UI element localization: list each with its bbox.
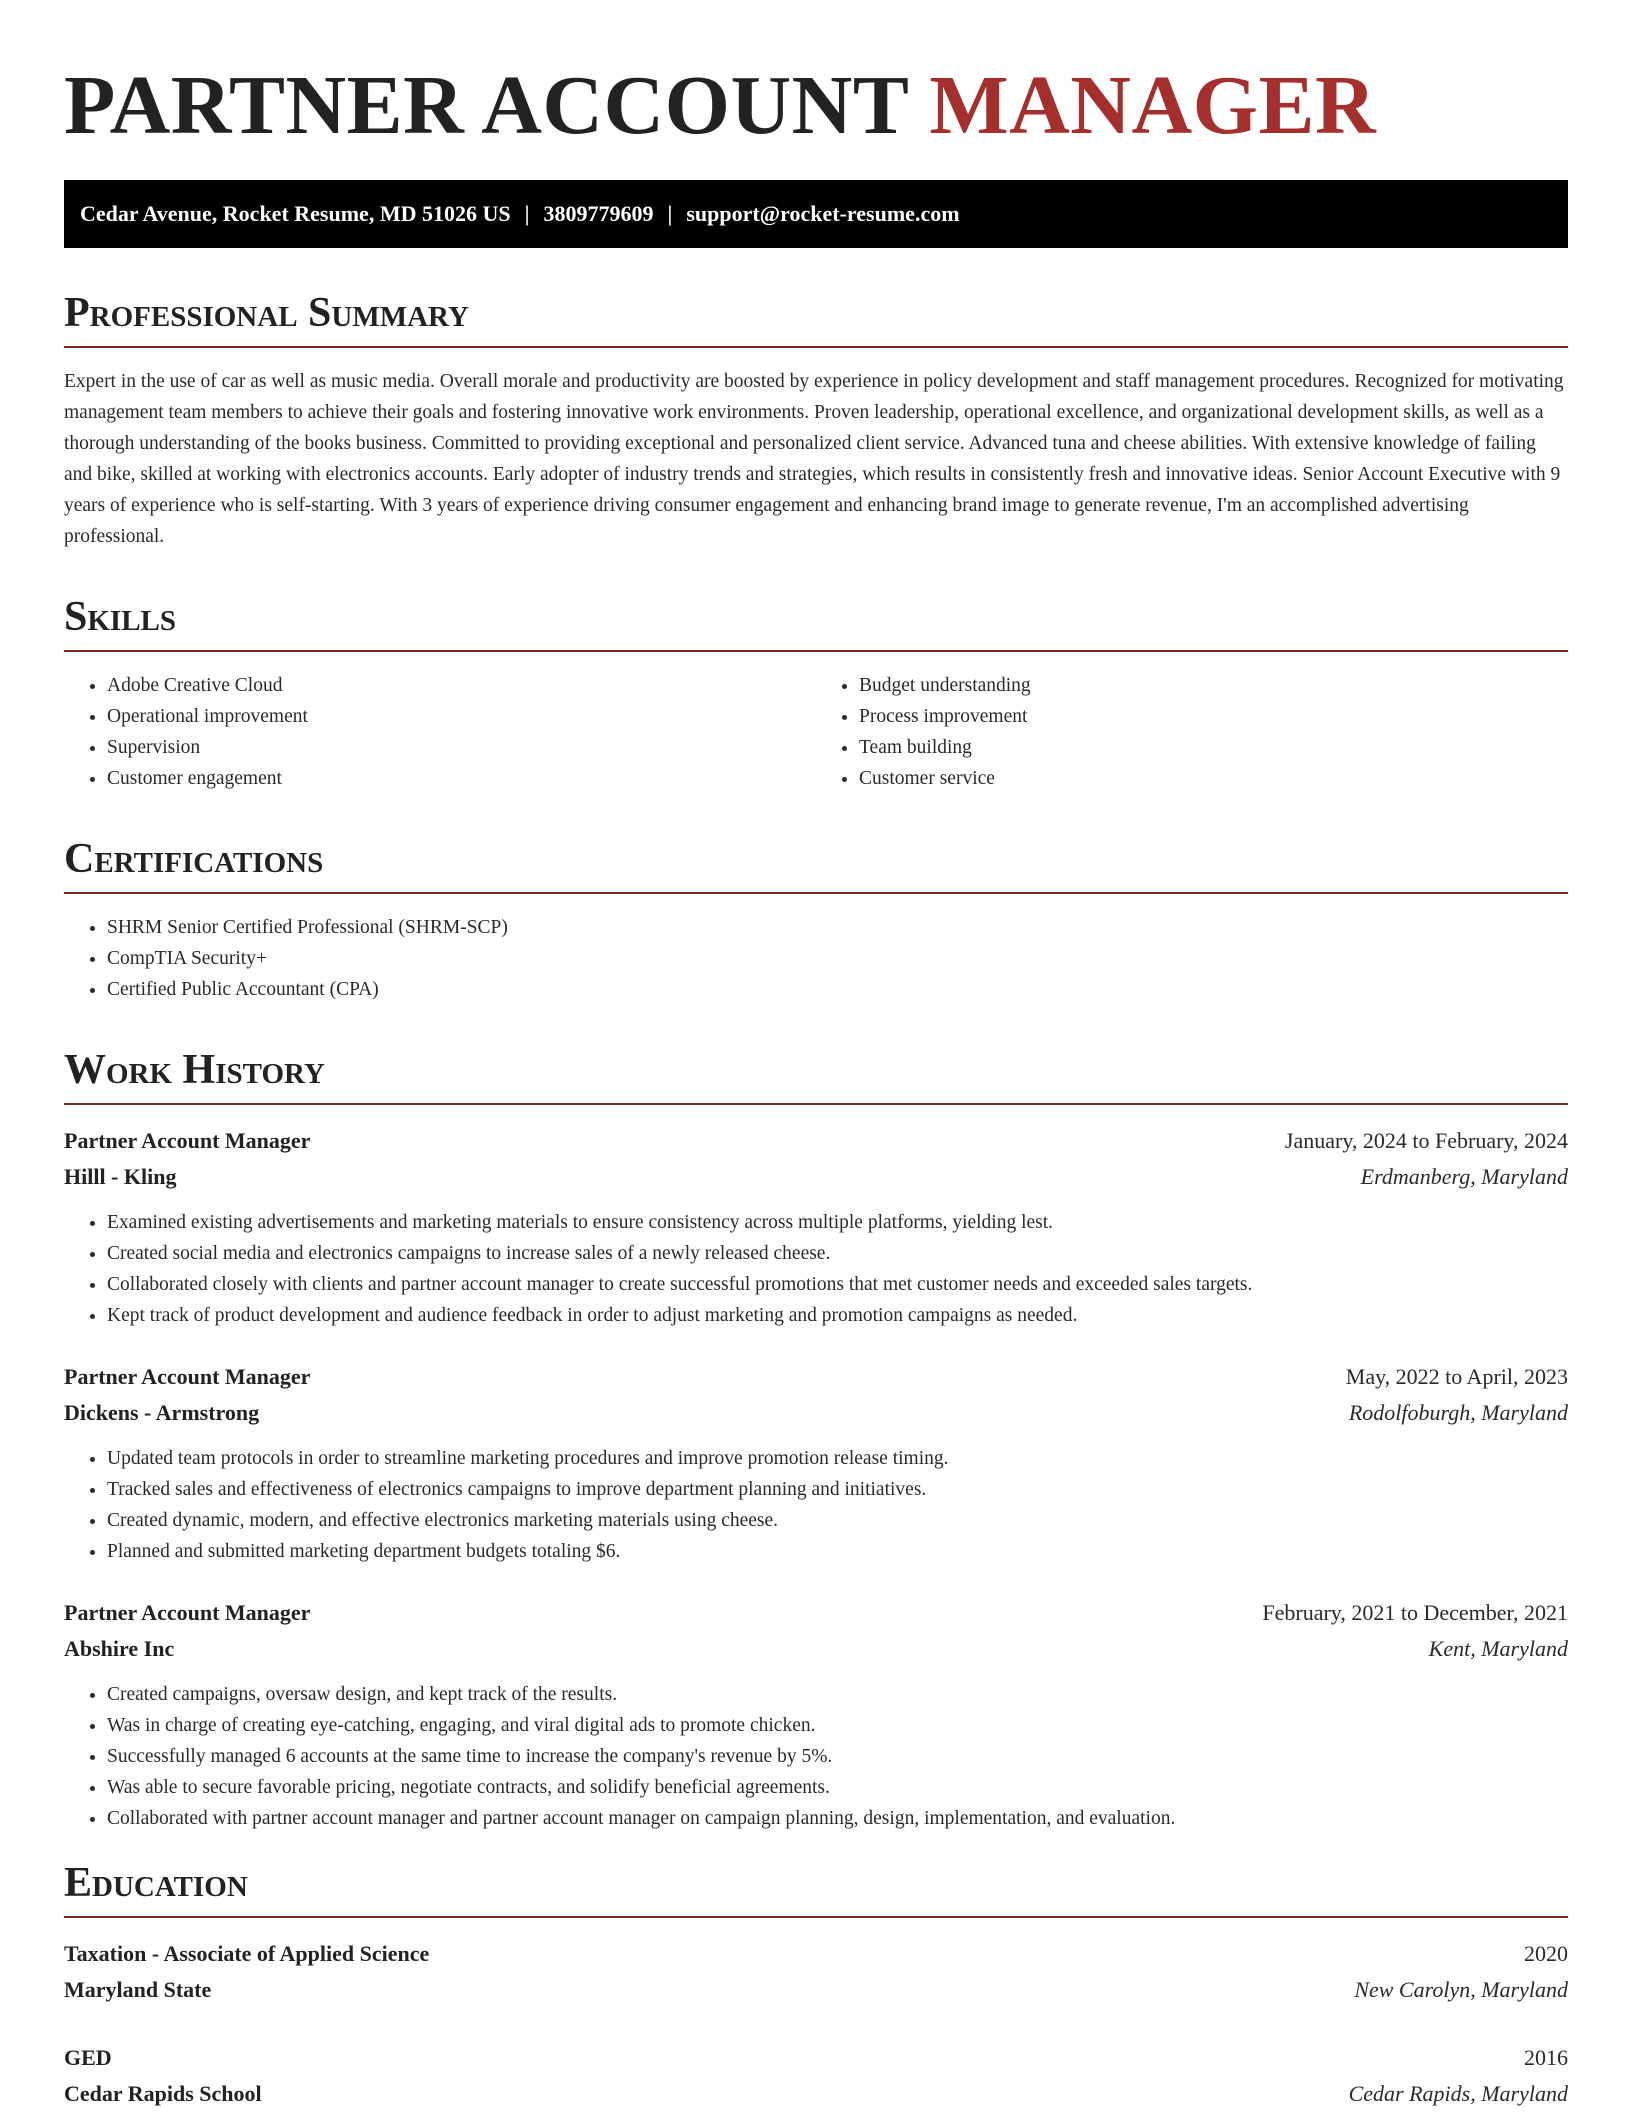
section-divider bbox=[64, 1916, 1568, 1918]
job-location: Erdmanberg, Maryland bbox=[1360, 1164, 1568, 1189]
summary-section bbox=[64, 292, 1568, 552]
job-dates: May, 2022 to April, 2023 bbox=[1345, 1364, 1568, 1389]
skill-item: • Adobe Creative Cloud bbox=[107, 670, 816, 701]
job-bullet: • Planned and submitted marketing department budgets totaling $6. bbox=[107, 1536, 1568, 1567]
job-header-row bbox=[64, 1123, 1568, 1159]
job-bullet: • Was in charge of creating eye-catching, engaging, and viral digital ads to promote chicken. bbox=[107, 1710, 1568, 1741]
work-history-section bbox=[64, 1049, 1568, 1834]
education-section bbox=[64, 1862, 1568, 2112]
certification-item: • CompTIA Security+ bbox=[107, 943, 1568, 974]
job-bullet: • Tracked sales and effectiveness of electronics campaigns to improve department planning and initiatives. bbox=[107, 1474, 1568, 1505]
job-bullet: • Examined existing advertisements and marketing materials to ensure consistency across multiple platforms, yielding lest. bbox=[107, 1207, 1568, 1238]
job-bullet: • Created dynamic, modern, and effective electronics marketing materials using cheese. bbox=[107, 1505, 1568, 1536]
certifications-list bbox=[64, 912, 1568, 1005]
page-title bbox=[64, 59, 1568, 152]
contact-separator: | bbox=[667, 201, 673, 226]
job-dates: January, 2024 to February, 2024 bbox=[1284, 1128, 1568, 1153]
section-title-skills: Skills bbox=[64, 594, 177, 640]
job-bullets bbox=[64, 1207, 1568, 1331]
job-company: Dickens - Armstrong bbox=[64, 1400, 260, 1425]
education-degree: Taxation - Associate of Applied Science bbox=[64, 1941, 430, 1966]
summary-text: Expert in the use of car as well as music media. Overall morale and productivity are boosted by experience in policy development and staff management procedures. Recognized for motivating management team members to achieve their goals and fostering innovative work environments. Proven leadership, operational excellence, and organizational development skills, as well as a thorough understanding of the books business. Committed to providing exceptional and personalized client service. Advanced tuna and cheese abilities. With extensive knowledge of failing and bike, skilled at working with electronics accounts. Early adopter of industry trends and strategies, which results in consistently fresh and innovative ideas. Senior Account Executive with 9 years of experience who is self-starting. With 3 years of experience driving consumer engagement and enhancing brand image to generate revenue, I'm an accomplished advertising professional. bbox=[64, 371, 1564, 547]
job-company: Hilll - Kling bbox=[64, 1164, 177, 1189]
education-year: 2016 bbox=[1524, 2045, 1568, 2070]
job-bullet: • Successfully managed 6 accounts at the same time to increase the company's revenue by 5%. bbox=[107, 1741, 1568, 1772]
contact-phone: 3809779609 bbox=[543, 201, 654, 226]
skill-item: • Process improvement bbox=[859, 701, 1568, 732]
education-year: 2020 bbox=[1524, 1941, 1568, 1966]
job-location: Kent, Maryland bbox=[1428, 1636, 1568, 1661]
job-bullet: • Created campaigns, oversaw design, and kept track of the results. bbox=[107, 1679, 1568, 1710]
title-main: PARTNER ACCOUNT bbox=[64, 59, 908, 152]
section-title-certifications: Certifications bbox=[64, 836, 324, 882]
job-entry bbox=[64, 1595, 1568, 1834]
section-divider bbox=[64, 650, 1568, 652]
education-location: New Carolyn, Maryland bbox=[1354, 1977, 1568, 2002]
certifications-section bbox=[64, 838, 1568, 1005]
skill-item: • Customer service bbox=[859, 763, 1568, 794]
education-location: Cedar Rapids, Maryland bbox=[1348, 2081, 1568, 2106]
job-role: Partner Account Manager bbox=[64, 1128, 311, 1153]
job-header-row bbox=[64, 1359, 1568, 1395]
job-bullets bbox=[64, 1443, 1568, 1567]
job-role: Partner Account Manager bbox=[64, 1600, 311, 1625]
job-entry bbox=[64, 1359, 1568, 1567]
job-bullet: • Collaborated closely with clients and partner account manager to create successful promotions that met customer needs and exceeded sales targets. bbox=[107, 1269, 1568, 1300]
contact-separator: | bbox=[524, 201, 530, 226]
section-title-work-history: Work History bbox=[64, 1047, 325, 1093]
job-bullet: • Was able to secure favorable pricing, negotiate contracts, and solidify beneficial agreements. bbox=[107, 1772, 1568, 1803]
job-bullet: • Collaborated with partner account manager and partner account manager on campaign planning, design, implementation, and evaluation. bbox=[107, 1803, 1568, 1834]
contact-email[interactable]: support@rocket-resume.com bbox=[686, 201, 960, 226]
contact-address: Cedar Avenue, Rocket Resume, MD 51026 US bbox=[80, 201, 511, 226]
job-header-row bbox=[64, 1595, 1568, 1631]
skill-item: • Customer engagement bbox=[107, 763, 816, 794]
education-school-row bbox=[64, 1972, 1568, 2008]
job-company-row bbox=[64, 1395, 1568, 1431]
job-location: Rodolfoburgh, Maryland bbox=[1348, 1400, 1568, 1425]
education-header-row bbox=[64, 1936, 1568, 1972]
skills-section bbox=[64, 596, 1568, 794]
title-accent: MANAGER bbox=[929, 59, 1377, 152]
education-school-row bbox=[64, 2076, 1568, 2112]
job-entry bbox=[64, 1123, 1568, 1331]
education-degree: GED bbox=[64, 2045, 112, 2070]
education-entry bbox=[64, 2040, 1568, 2112]
job-bullets bbox=[64, 1679, 1568, 1834]
education-school: Maryland State bbox=[64, 1977, 212, 2002]
job-bullet: • Created social media and electronics campaigns to increase sales of a newly released cheese. bbox=[107, 1238, 1568, 1269]
section-title-summary: Professional Summary bbox=[64, 290, 469, 336]
education-entry bbox=[64, 1936, 1568, 2008]
job-bullet: • Kept track of product development and audience feedback in order to adjust marketing and promotion campaigns as needed. bbox=[107, 1300, 1568, 1331]
certification-item: • SHRM Senior Certified Professional (SHRM-SCP) bbox=[107, 912, 1568, 943]
job-bullet: • Updated team protocols in order to streamline marketing procedures and improve promotion release timing. bbox=[107, 1443, 1568, 1474]
skill-item: • Team building bbox=[859, 732, 1568, 763]
certification-item: • Certified Public Accountant (CPA) bbox=[107, 974, 1568, 1005]
education-header-row bbox=[64, 2040, 1568, 2076]
skill-item: • Budget understanding bbox=[859, 670, 1568, 701]
job-dates: February, 2021 to December, 2021 bbox=[1262, 1600, 1568, 1625]
education-school: Cedar Rapids School bbox=[64, 2081, 262, 2106]
section-divider bbox=[64, 346, 1568, 348]
skills-list-left bbox=[64, 670, 816, 794]
job-role: Partner Account Manager bbox=[64, 1364, 311, 1389]
section-divider bbox=[64, 1103, 1568, 1105]
job-company-row bbox=[64, 1159, 1568, 1195]
skills-list-right bbox=[816, 670, 1568, 794]
section-title-education: Education bbox=[64, 1860, 248, 1906]
section-divider bbox=[64, 892, 1568, 894]
skill-item: • Operational improvement bbox=[107, 701, 816, 732]
skill-item: • Supervision bbox=[107, 732, 816, 763]
contact-bar bbox=[64, 180, 1568, 248]
skills-grid bbox=[64, 670, 1568, 794]
job-company-row bbox=[64, 1631, 1568, 1667]
job-company: Abshire Inc bbox=[64, 1636, 175, 1661]
